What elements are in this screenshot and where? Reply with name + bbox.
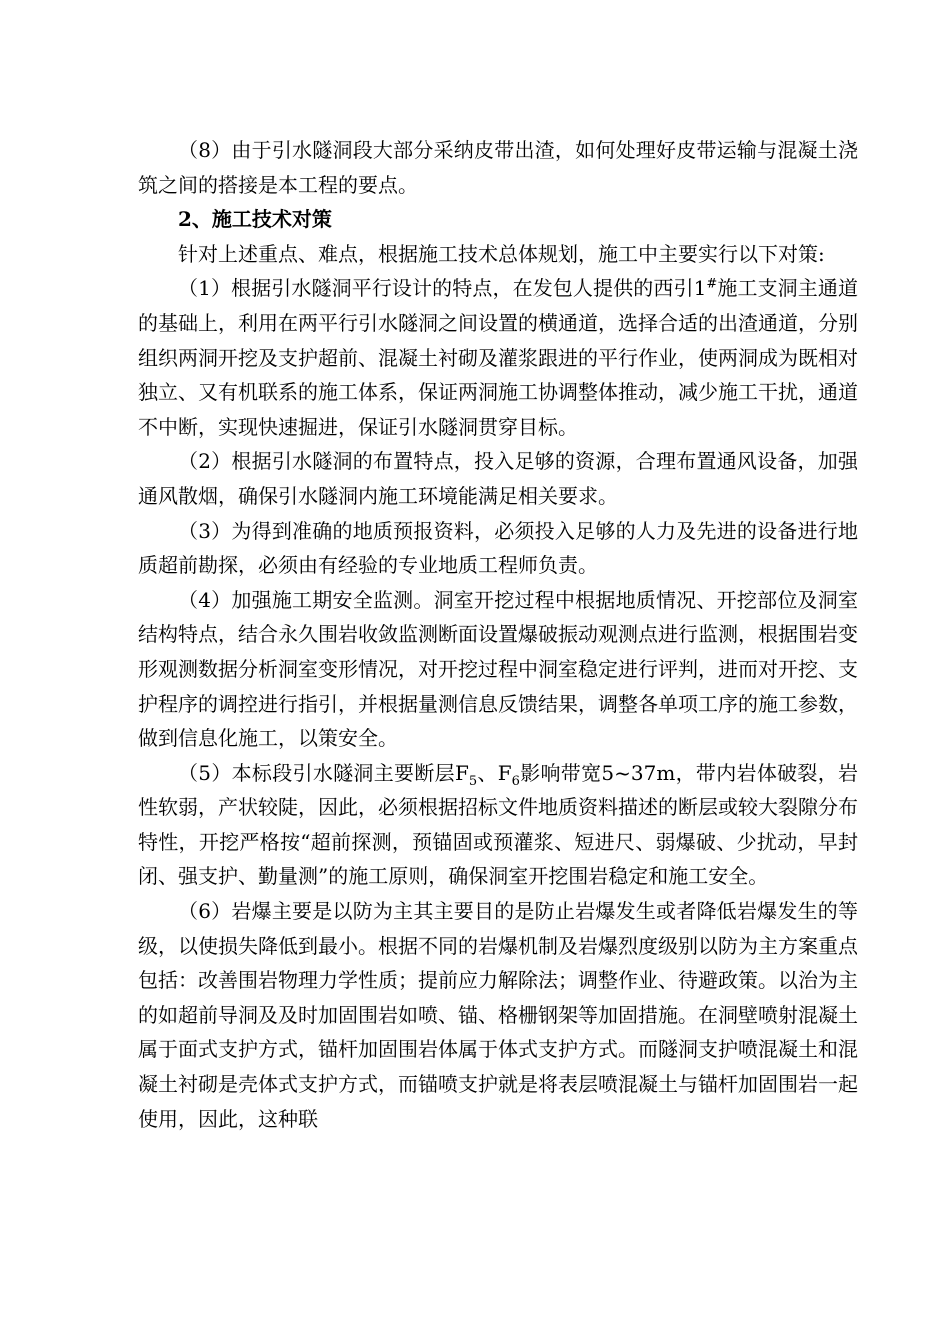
document-body [138, 133, 858, 1136]
strategy-item-3 [138, 514, 858, 583]
paragraph-text-end: 施工支洞主通道的基础上，利用在两平行引水隧洞之间设置的横通道，选择合适的出渣通道，分别组织两洞开挖及支护超前、混凝土衬砌及灌浆跟进的平行作业，使两洞成为既相对独立、又有机联系的施工体系，保证两洞施工协调整体推动，减少施工干扰，通道不中断，实现快速掘进，保证引水隧洞贯穿目标。 [138, 276, 859, 439]
strategy-item-6 [138, 894, 858, 1136]
number-superscript: # [706, 276, 718, 292]
paragraph-text-start: （1）根据引水隧洞平行设计的特点，在发包人提供的西引 [178, 276, 694, 301]
paragraph-text-middle: 影响带宽 [519, 760, 602, 785]
tunnel-number: 1 [693, 276, 707, 301]
heading-text: 2、施工技术对策 [178, 207, 332, 232]
paragraph-text: （6）岩爆主要是以防为主其主要目的是防止岩爆发生或者降低岩爆发生的等级，以使损失降低到最小。根据不同的岩爆机制及岩爆烈度级别以防为主方案重点包括：改善围岩物理力学性质；提前应力解除法；调整作业、待避政策。以治为主的如超前导洞及及时加固围岩如喷、锚、格栅钢架等加固措施。在洞壁喷射混凝土属于面式支护方式，锚杆加固围岩体属于体式支护方式。而隧洞支护喷混凝土和混凝土衬砌是壳体式支护方式，而锚喷支护就是将表层喷混凝土与锚杆加固围岩一起使用，因此，这种联 [138, 899, 858, 1131]
paragraph-text: （3）为得到准确的地质预报资料，必须投入足够的人力及先进的设备进行地质超前勘探，必须由有经验的专业地质工程师负责。 [138, 518, 858, 578]
intro-paragraph [138, 237, 858, 272]
paragraph-text: （2）根据引水隧洞的布置特点，投入足够的资源，合理布置通风设备，加强通风散烟，确保引水隧洞内施工环境能满足相关要求。 [138, 449, 858, 508]
separator: 、 [477, 760, 498, 785]
paragraph-text-start: （5）本标段引水隧洞主要断层 [178, 760, 455, 785]
fault-subscript-5: 5 [468, 773, 478, 789]
paragraph-text: （8）由于引水隧洞段大部分采纳皮带出渣，如何处理好皮带运输与混凝土浇筑之间的搭接是本工程的要点。 [138, 138, 858, 197]
paragraph-text-end: ，带内岩体破裂，岩性软弱，产状较陡，因此，必须根据招标文件地质资料描述的断层或较大裂隙分布特性，开挖严格按“超前探测，预锚固或预灌浆、短进尺、弱爆破、少扰动，早封闭、强支护、勤量测”的施工原则，确保洞室开挖围岩稳定和施工安全。 [138, 760, 859, 889]
strategy-item-2 [138, 444, 858, 513]
strategy-item-4 [138, 583, 858, 756]
fault-label-f5: F [454, 760, 469, 785]
fault-label-f6: F [497, 760, 512, 785]
strategy-item-1 [138, 271, 858, 444]
fault-subscript-6: 6 [511, 773, 520, 789]
paragraph-text: （4）加强施工期安全监测。洞室开挖过程中根据地质情况、开挖部位及洞室结构特点，结合永久围岩收敛监测断面设置爆破振动观测点进行监测，根据围岩变形观测数据分析洞室变形情况，对开挖过程中洞室稳定进行评判，进而对开挖、支护程序的调控进行指引，并根据量测信息反馈结果，调整各单项工序的施工参数，做到信息化施工，以策安全。 [138, 587, 858, 751]
section-heading [138, 202, 858, 237]
paragraph-text: 针对上述重点、难点，根据施工技术总体规划，施工中主要实行以下对策: [178, 241, 825, 266]
strategy-item-5 [138, 756, 858, 894]
paragraph-item-8 [138, 133, 858, 202]
width-range: 5~37m [601, 760, 676, 785]
